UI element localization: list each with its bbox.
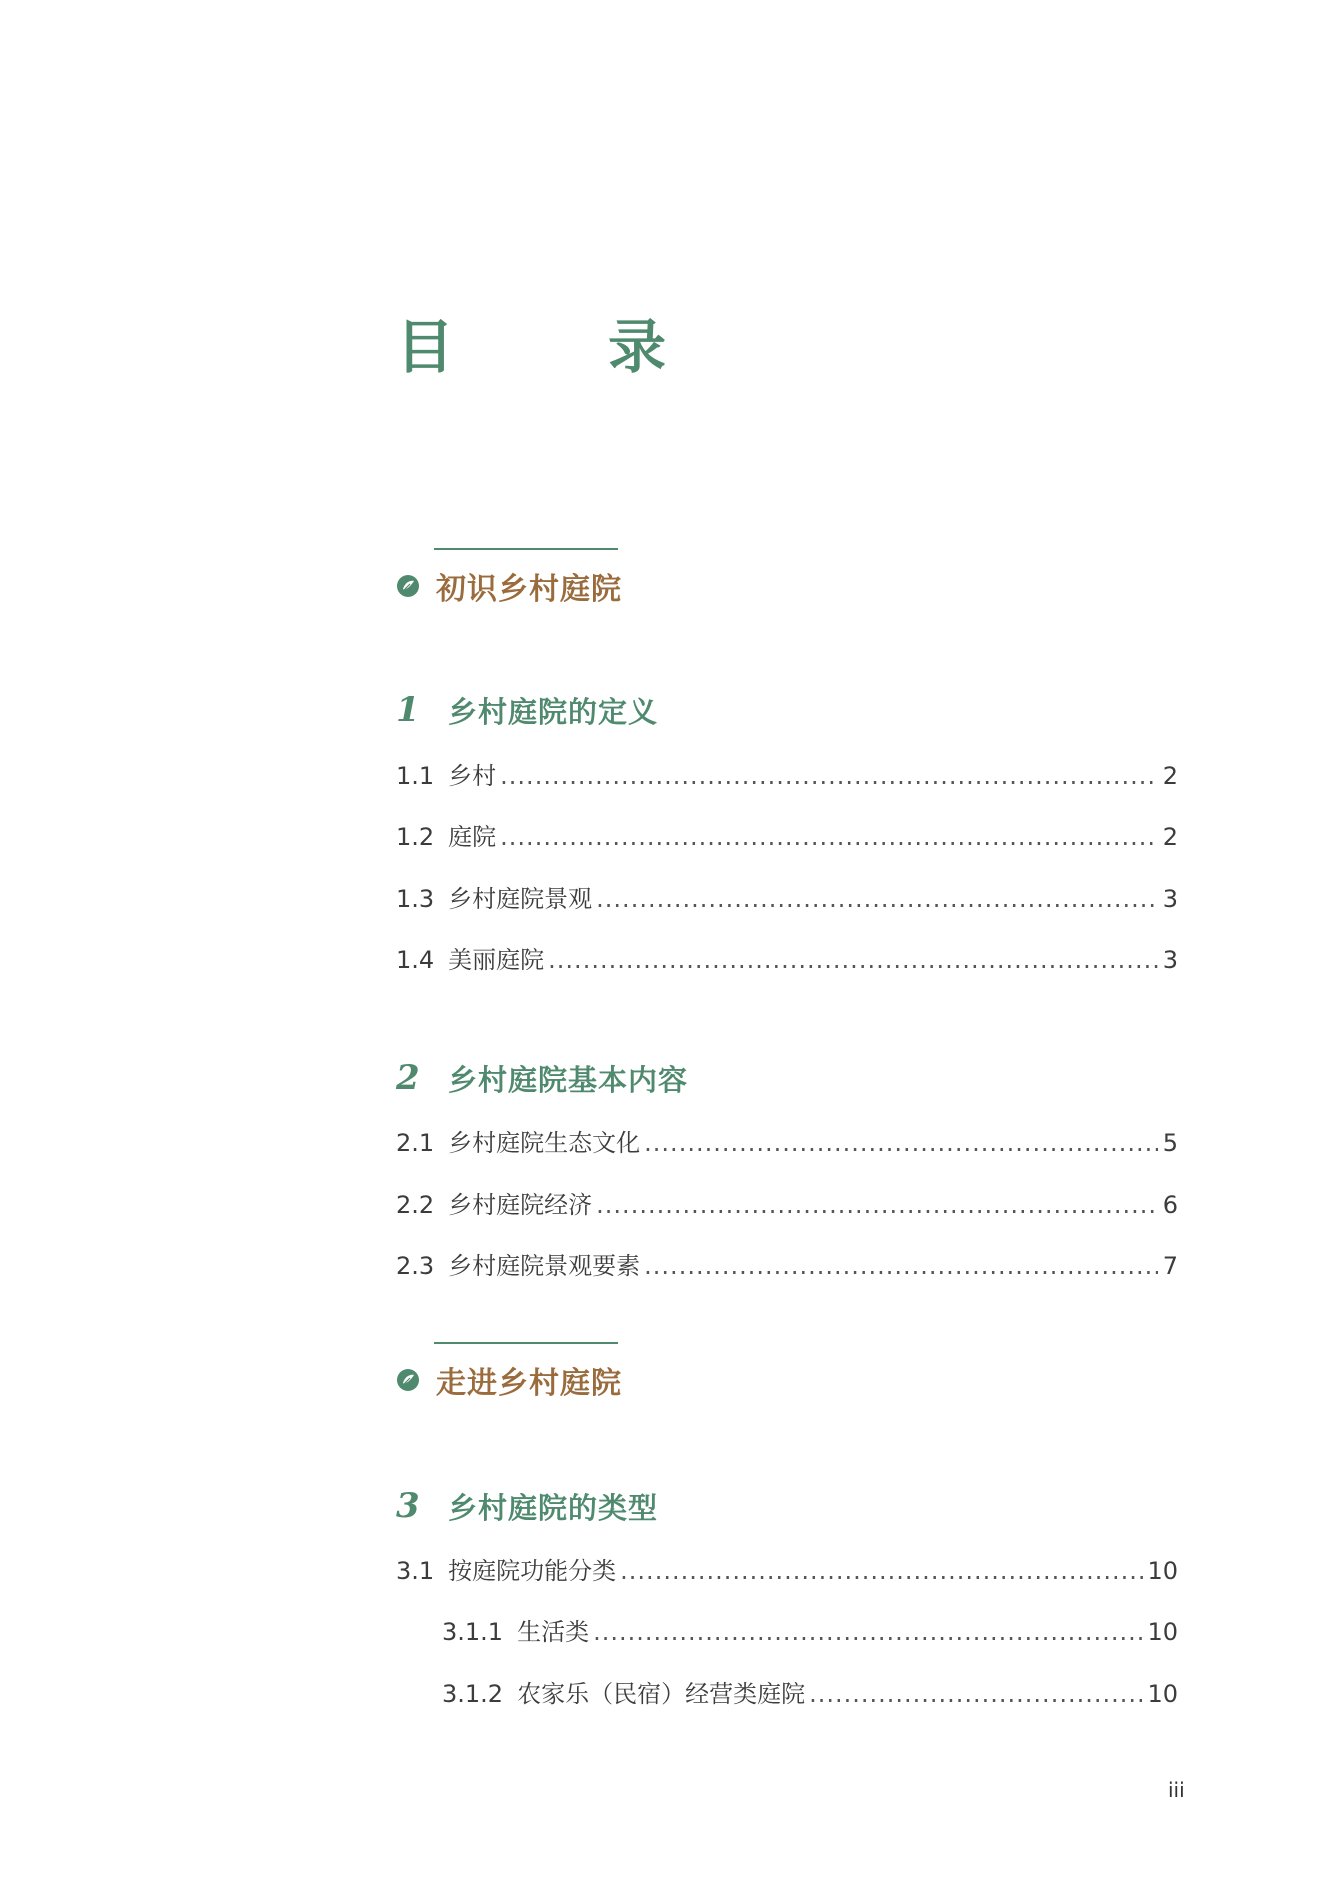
entry-title: 乡村庭院经济 [448,1191,593,1219]
page-title: 目 录 [396,313,715,381]
toc-entry[interactable] [396,1551,1178,1585]
chapter-title: 乡村庭院的类型 [448,1490,659,1525]
page-number: iii [1168,1778,1185,1802]
entry-number: 1.4 [396,946,435,974]
entry-page: 10 [1147,1557,1178,1585]
dot-leader [593,1618,1143,1646]
entry-number: 1.3 [396,885,435,913]
entry-page: 5 [1162,1129,1178,1157]
dot-leader [596,885,1158,913]
chapter-number: 3 [396,1486,420,1526]
part-label: 走进乡村庭院 [436,1366,622,1401]
entry-number: 3.1 [396,1557,435,1585]
entry-page: 7 [1162,1252,1178,1280]
dot-leader [644,1129,1158,1157]
dot-leader [809,1680,1143,1708]
toc-entry[interactable] [396,1123,1178,1157]
dot-leader [644,1252,1158,1280]
entry-title: 乡村庭院景观 [448,885,593,913]
part-divider [434,548,618,550]
entry-number: 3.1.2 [442,1680,504,1708]
toc-entry[interactable] [396,1185,1178,1219]
entry-title: 按庭院功能分类 [448,1557,617,1585]
part-divider [434,1342,618,1344]
part-label: 初识乡村庭院 [436,572,622,607]
dot-leader [500,762,1158,790]
leaf-circle-icon [396,574,420,598]
entry-number: 1.1 [396,762,435,790]
entry-number: 2.2 [396,1191,435,1219]
entry-number: 2.3 [396,1252,435,1280]
toc-entry[interactable] [396,879,1178,913]
chapter-number: 1 [396,690,420,730]
entry-page: 10 [1147,1680,1178,1708]
entry-number: 2.1 [396,1129,435,1157]
entry-page: 3 [1162,885,1178,913]
leaf-circle-icon [396,1368,420,1392]
entry-page: 2 [1162,823,1178,851]
chapter-heading [396,688,658,732]
dot-leader [548,946,1158,974]
chapter-number: 2 [396,1058,420,1098]
entry-page: 6 [1162,1191,1178,1219]
entry-number: 3.1.1 [442,1618,504,1646]
dot-leader [596,1191,1158,1219]
entry-page: 3 [1162,946,1178,974]
toc-entry[interactable] [442,1612,1178,1646]
entry-title: 乡村庭院景观要素 [448,1252,641,1280]
entry-title: 乡村 [448,762,497,790]
toc-entry[interactable] [396,817,1178,851]
chapter-heading [396,1056,688,1100]
toc-entry[interactable] [396,940,1178,974]
entry-title: 庭院 [448,823,497,851]
entry-page: 10 [1147,1618,1178,1646]
chapter-heading [396,1484,658,1528]
dot-leader [620,1557,1143,1585]
part-heading [396,566,622,606]
dot-leader [500,823,1158,851]
part-heading [396,1360,622,1400]
entry-number: 1.2 [396,823,435,851]
toc-entry[interactable] [396,756,1178,790]
entry-title: 乡村庭院生态文化 [448,1129,641,1157]
entry-title: 美丽庭院 [448,946,545,974]
chapter-title: 乡村庭院基本内容 [448,1062,689,1097]
entry-page: 2 [1162,762,1178,790]
toc-entry[interactable] [442,1674,1178,1708]
entry-title: 生活类 [517,1618,590,1646]
toc-entry[interactable] [396,1246,1178,1280]
chapter-title: 乡村庭院的定义 [448,694,659,729]
entry-title: 农家乐（民宿）经营类庭院 [517,1680,806,1708]
